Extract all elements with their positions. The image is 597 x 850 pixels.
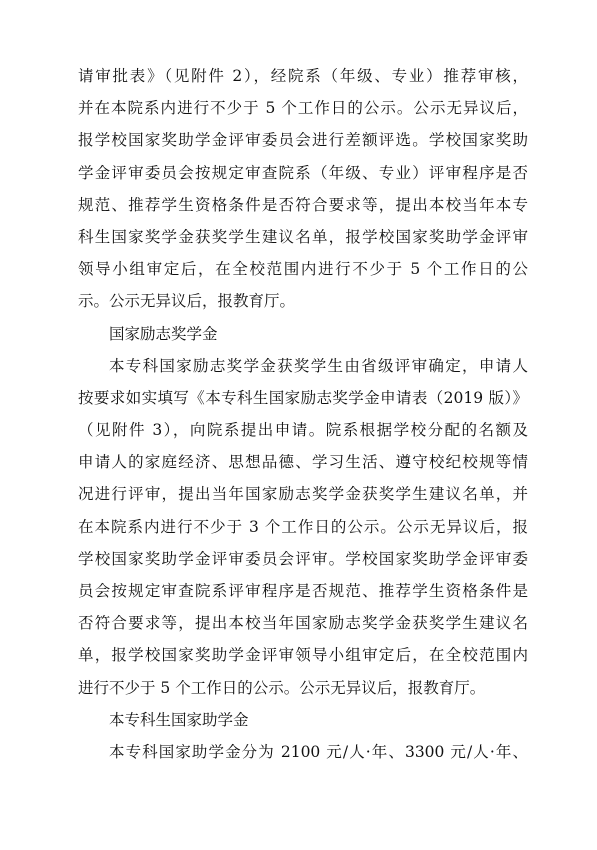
text-line: 学金评审委员会按规定审查院系（年级、专业）评审程序是否 bbox=[78, 163, 528, 182]
text-line: 并在本院系内进行不少于 5 个工作日的公示。公示无异议后， bbox=[78, 99, 528, 118]
text-line: 请审批表》（见附件 2），经院系（年级、专业）推荐审核， bbox=[78, 67, 528, 85]
text-line: 规范、推荐学生资格条件是否符合要求等，提出本校当年本专 bbox=[78, 195, 528, 214]
text-line-last: 进行不少于 5 个工作日的公示。公示无异议后，报教育厅。 bbox=[78, 678, 486, 697]
text-line: 况进行评审，提出当年国家励志奖学金获奖学生建议名单，并 bbox=[78, 485, 528, 504]
text-line-last: 示。公示无异议后，报教育厅。 bbox=[78, 292, 296, 311]
text-line: 申请人的家庭经济、思想品德、学习生活、遵守校纪校规等情 bbox=[78, 453, 528, 472]
text-line: 单，报学校国家奖助学金评审领导小组审定后，在全校范围内 bbox=[78, 646, 528, 665]
text-line: 领导小组审定后，在全校范围内进行不少于 5 个工作日的公 bbox=[78, 260, 528, 279]
document-body bbox=[78, 60, 528, 768]
text-line: （见附件 3），向院系提出申请。院系根据学校分配的名额及 bbox=[78, 421, 528, 440]
text-line: 科生国家奖学金获奖学生建议名单，报学校国家奖助学金评审 bbox=[78, 227, 528, 246]
text-line: 否符合要求等，提出本校当年国家励志奖学金获奖学生建议名 bbox=[78, 614, 528, 633]
text-line: 按要求如实填写《本专科生国家励志奖学金申请表（2019 版）》 bbox=[78, 388, 528, 407]
paragraph-first-line: 本专科国家励志奖学金获奖学生由省级评审确定，申请人 bbox=[109, 356, 528, 375]
paragraph-first-line: 本专科国家助学金分为 2100 元/人·年、3300 元/人·年、 bbox=[109, 742, 528, 761]
text-line: 学校国家奖助学金评审委员会评审。学校国家奖助学金评审委 bbox=[78, 549, 528, 568]
section-heading-national-grant: 本专科生国家助学金 bbox=[109, 710, 249, 729]
text-line: 员会按规定审查院系评审程序是否规范、推荐学生资格条件是 bbox=[78, 582, 528, 600]
text-line: 报学校国家奖助学金评审委员会进行差额评选。学校国家奖助 bbox=[78, 131, 528, 150]
section-heading-national-encouragement-scholarship: 国家励志奖学金 bbox=[109, 324, 218, 343]
text-line: 在本院系内进行不少于 3 个工作日的公示。公示无异议后，报 bbox=[78, 517, 528, 536]
